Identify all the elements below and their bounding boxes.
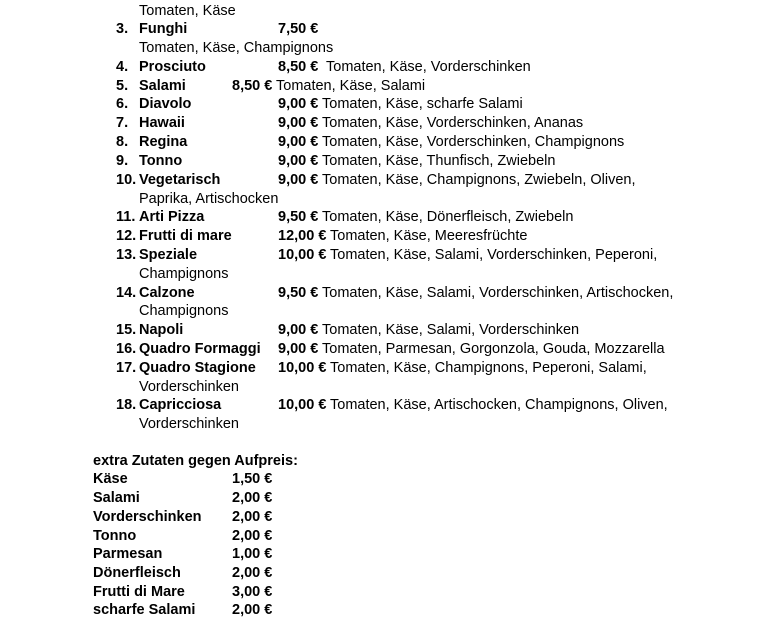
menu-item-description: Tomaten, Käse, Vorderschinken: [326, 59, 531, 75]
menu-item-description: Tomaten, Käse, Thunfisch, Zwiebeln: [322, 153, 556, 169]
menu-item-number: 6.: [116, 96, 129, 112]
menu-item-name: Hawaii: [139, 115, 185, 131]
extra-item-name: Parmesan: [93, 546, 163, 562]
menu-item-number: 12.: [116, 228, 137, 244]
menu-item-name: Napoli: [139, 322, 184, 338]
menu-item-price: 9,00 €: [278, 134, 319, 150]
extra-item-name: Käse: [93, 471, 128, 487]
menu-item-description: Tomaten, Käse, Champignons: [139, 40, 334, 56]
menu-item-number: 8.: [116, 134, 129, 150]
menu-item-description-continued: Vorderschinken: [139, 416, 239, 432]
menu-item-price: 12,00 €: [278, 228, 327, 244]
menu-item-description: Tomaten, Käse, Vorderschinken, Ananas: [322, 115, 584, 131]
extra-item-name: Frutti di Mare: [93, 584, 185, 600]
extra-item-price: 2,00 €: [232, 528, 273, 544]
extra-item-price: 2,00 €: [232, 509, 273, 525]
menu-item-price: 9,00 €: [278, 341, 319, 357]
menu-item-name: Speziale: [139, 247, 198, 263]
menu-item-number: 15.: [116, 322, 137, 338]
menu-item-number: 17.: [116, 360, 137, 376]
menu-item-description: Tomaten, Käse, Dönerfleisch, Zwiebeln: [322, 209, 574, 225]
menu-item-description: Tomaten, Käse, Meeresfrüchte: [330, 228, 528, 244]
menu-item-price: 10,00 €: [278, 360, 327, 376]
extra-item-name: Vorderschinken: [93, 509, 202, 525]
menu-item-number: 3.: [116, 21, 129, 37]
menu-item-description-continued: Paprika, Artischocken: [139, 191, 279, 207]
menu-item-description: Tomaten, Käse, Champignons, Peperoni, Salami,: [330, 360, 647, 376]
menu-item-description: Tomaten, Käse, Salami, Vorderschinken, Peperoni,: [330, 247, 658, 263]
menu-item-price: 9,50 €: [278, 209, 319, 225]
menu-item-description-continued: Vorderschinken: [139, 379, 239, 395]
menu-item-description: Tomaten, Käse, Artischocken, Champignons, Oliven,: [330, 397, 668, 413]
menu-item-description: Tomaten, Käse, Salami: [276, 78, 426, 94]
extra-item-price: 2,00 €: [232, 490, 273, 506]
menu-item-name: Diavolo: [139, 96, 192, 112]
menu-item-description: Tomaten, Käse, scharfe Salami: [322, 96, 523, 112]
menu-item-price: 9,00 €: [278, 96, 319, 112]
menu-item-name: Salami: [139, 78, 186, 94]
menu-item-description: Tomaten, Käse, Champignons, Zwiebeln, Oliven,: [322, 172, 636, 188]
menu-item-price: 8,50 €: [278, 59, 319, 75]
item-2-description-tail: Tomaten, Käse: [139, 3, 236, 19]
menu-item-number: 7.: [116, 115, 129, 131]
menu-item-name: Frutti di mare: [139, 228, 232, 244]
extra-item-price: 2,00 €: [232, 565, 273, 581]
menu-item-name: Vegetarisch: [139, 172, 221, 188]
menu-item-price: 9,00 €: [278, 153, 319, 169]
menu-item-description: Tomaten, Käse, Salami, Vorderschinken, Artischocken,: [322, 285, 674, 301]
menu-item-name: Quadro Formaggi: [139, 341, 261, 357]
menu-item-price: 9,50 €: [278, 285, 319, 301]
menu-item-description-continued: Champignons: [139, 303, 229, 319]
menu-item-number: 14.: [116, 285, 137, 301]
menu-item-number: 4.: [116, 59, 129, 75]
menu-item-price: 9,00 €: [278, 322, 319, 338]
menu-item-number: 16.: [116, 341, 137, 357]
menu-item-description-continued: Champignons: [139, 266, 229, 282]
menu-item-price: 9,00 €: [278, 115, 319, 131]
menu-item-name: Arti Pizza: [139, 209, 205, 225]
menu-item-description: Tomaten, Parmesan, Gorgonzola, Gouda, Mozzarella: [322, 341, 665, 357]
menu-item-number: 11.: [116, 209, 136, 225]
menu-item-name: Tonno: [139, 153, 183, 169]
menu-item-name: Calzone: [139, 285, 195, 301]
menu-item-name: Capricciosa: [139, 397, 222, 413]
extra-item-name: Salami: [93, 490, 140, 506]
extra-item-price: 2,00 €: [232, 602, 273, 618]
menu-item-name: Regina: [139, 134, 188, 150]
menu-item-number: 13.: [116, 247, 137, 263]
extra-item-name: scharfe Salami: [93, 602, 196, 618]
extras-heading: extra Zutaten gegen Aufpreis:: [93, 453, 298, 469]
extra-item-name: Dönerfleisch: [93, 565, 181, 581]
extra-item-price: 1,50 €: [232, 471, 273, 487]
menu-item-number: 10.: [116, 172, 137, 188]
extra-item-name: Tonno: [93, 528, 137, 544]
menu-item-price: 7,50 €: [278, 21, 319, 37]
menu-item-price: 10,00 €: [278, 397, 327, 413]
menu-item-number: 18.: [116, 397, 137, 413]
menu-item-number: 9.: [116, 153, 129, 169]
menu-item-description: Tomaten, Käse, Vorderschinken, Champignons: [322, 134, 625, 150]
menu-item-number: 5.: [116, 78, 129, 94]
menu-item-name: Quadro Stagione: [139, 360, 256, 376]
menu-item-name: Prosciuto: [139, 59, 206, 75]
menu-item-name: Funghi: [139, 21, 188, 37]
menu-item-description: Tomaten, Käse, Salami, Vorderschinken: [322, 322, 580, 338]
menu-item-price: 10,00 €: [278, 247, 327, 263]
menu-item-price: 8,50 €: [232, 78, 273, 94]
extra-item-price: 3,00 €: [232, 584, 273, 600]
menu-item-price: 9,00 €: [278, 172, 319, 188]
extra-item-price: 1,00 €: [232, 546, 273, 562]
